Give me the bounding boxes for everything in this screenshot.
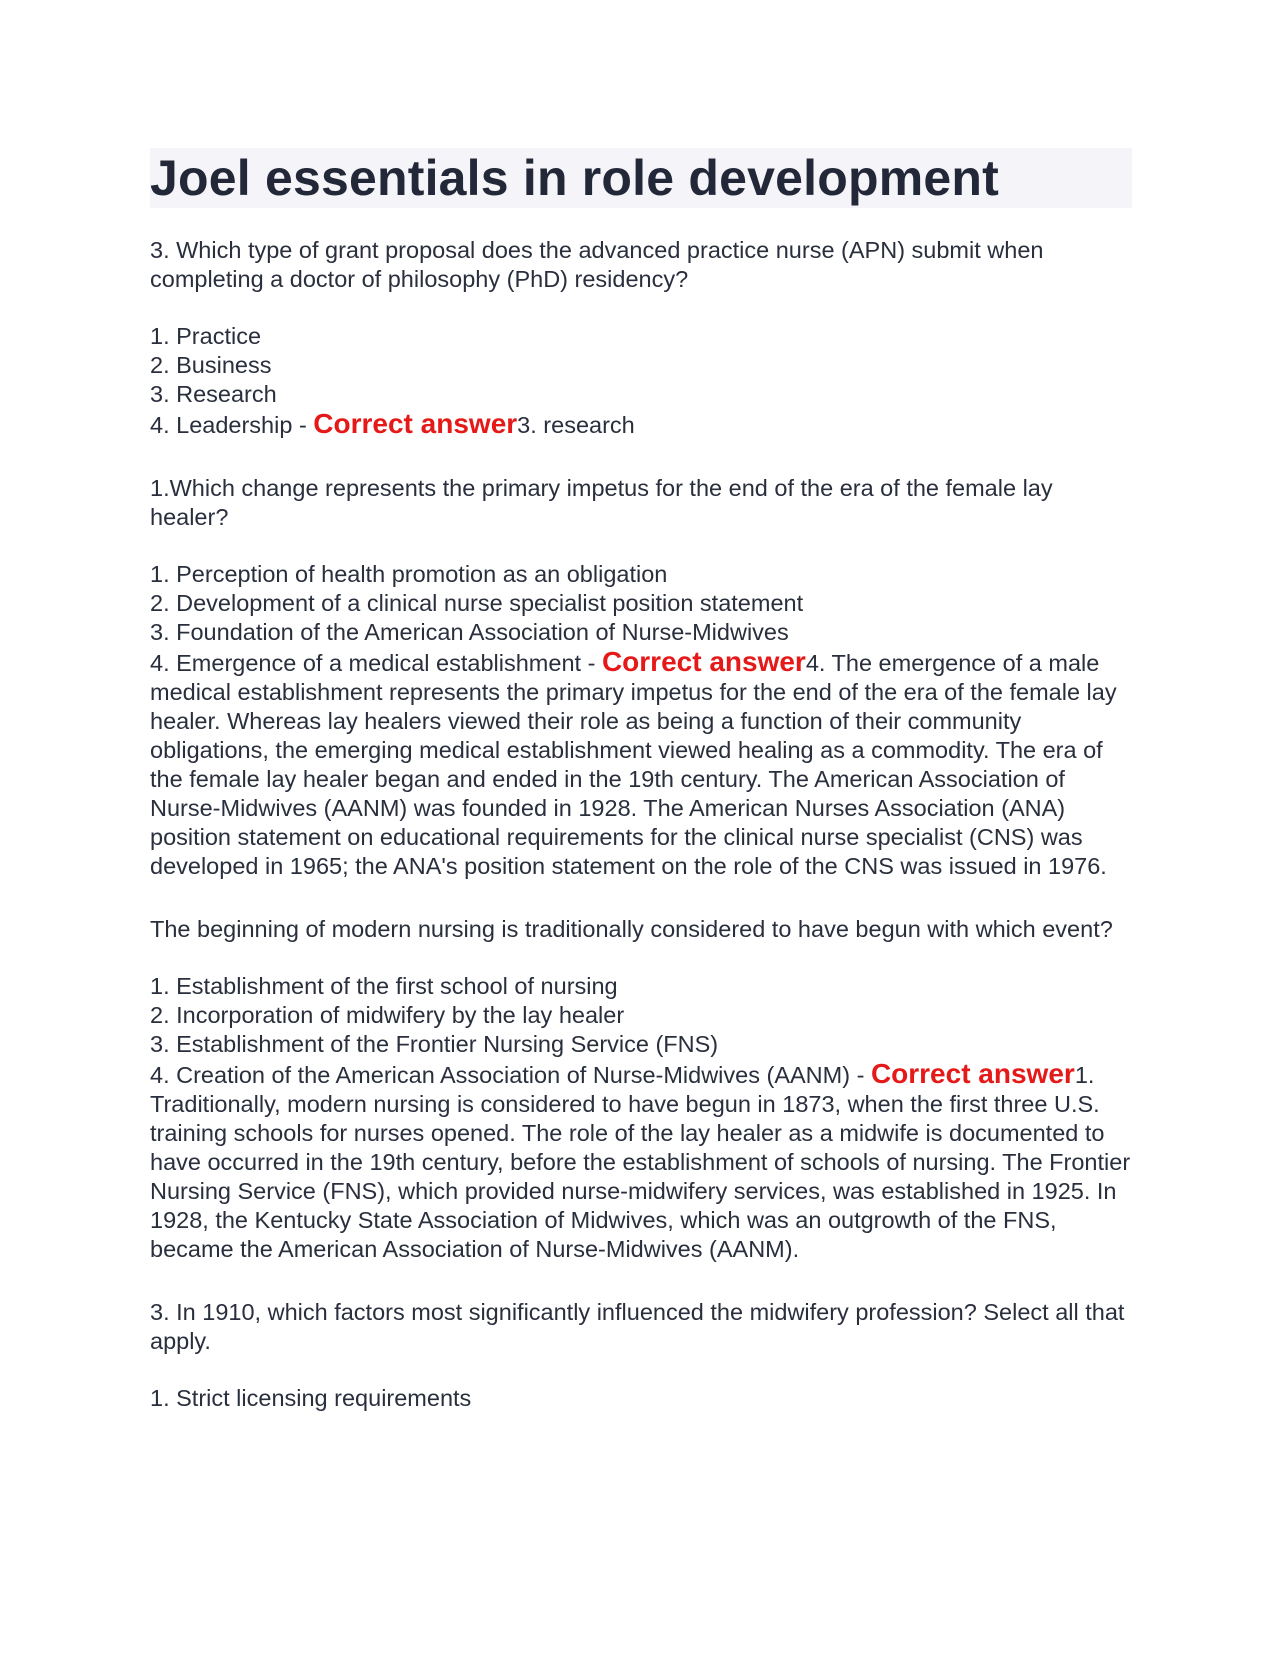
option-text: 3. Foundation of the American Association of Nurse-Midwives — [150, 619, 789, 645]
question-2: 1.Which change represents the primary impetus for the end of the era of the female lay healer? — [150, 475, 1053, 530]
answer-explanation: 3. research — [517, 412, 635, 438]
option-text: 1. Establishment of the first school of nursing — [150, 973, 618, 999]
option-text: 1. Strict licensing requirements — [150, 1385, 472, 1411]
answer-explanation: 1. Traditionally, modern nursing is considered to have begun in 1873, when the first three U.S. training schools for nurses opened. The role of the lay healer as a midwife is documented to have occurred in the 19th century, before the establishment of schools of nursing. The Frontier Nursing Service (FNS), which provided nurse-midwifery services, was established in 1925. In 1928, the Kentucky State Association of Midwives, which was an outgrowth of the FNS, became the American Association of Nurse-Midwives (AANM). — [150, 1062, 1131, 1262]
option-text: 4. Leadership - — [150, 412, 314, 438]
option-text: 4. Creation of the American Association of Nurse-Midwives (AANM) - — [150, 1062, 871, 1088]
option-text: 3. Research — [150, 381, 277, 407]
question-3: The beginning of modern nursing is traditionally considered to have begun with which event? — [150, 916, 1113, 942]
answer-explanation: 4. The emergence of a male medical establishment represents the primary impetus for the end of the era of the female lay healer. Whereas lay healers viewed their role as being a function of their community obligations, the emerging medical establishment viewed healing as a commodity. The era of the female lay healer began and ended in the 19th century. The American Association of Nurse-Midwives (AANM) was founded in 1928. The American Nurses Association (ANA) position statement on educational requirements for the clinical nurse specialist (CNS) was developed in 1965; the ANA's position statement on the role of the CNS was issued in 1976. — [150, 650, 1117, 879]
option-text: 4. Emergence of a medical establishment - — [150, 650, 602, 676]
question-4: 3. In 1910, which factors most significantly influenced the midwifery profession? Select all that apply. — [150, 1299, 1125, 1354]
question-1: 3. Which type of grant proposal does the advanced practice nurse (APN) submit when completing a doctor of philosophy (PhD) residency? — [150, 237, 1044, 292]
options-4 — [150, 1384, 1132, 1413]
option-text: 2. Incorporation of midwifery by the lay healer — [150, 1002, 625, 1028]
option-text: 3. Establishment of the Frontier Nursing Service (FNS) — [150, 1031, 719, 1057]
option-text: 1. Practice — [150, 323, 262, 349]
title-bar — [150, 148, 1132, 208]
correct-answer-label: Correct answer — [313, 408, 518, 439]
correct-answer-label: Correct answer — [601, 646, 806, 677]
option-text: 1. Perception of health promotion as an obligation — [150, 561, 668, 587]
option-text: 2. Development of a clinical nurse specialist position statement — [150, 590, 804, 616]
correct-answer-label: Correct answer — [870, 1058, 1075, 1089]
option-text: 2. Business — [150, 352, 272, 378]
options-1 — [150, 322, 1132, 440]
options-3 — [150, 972, 1132, 1264]
options-2 — [150, 560, 1132, 881]
page-title: Joel essentials in role development — [150, 150, 999, 206]
document-page — [150, 148, 1132, 1413]
